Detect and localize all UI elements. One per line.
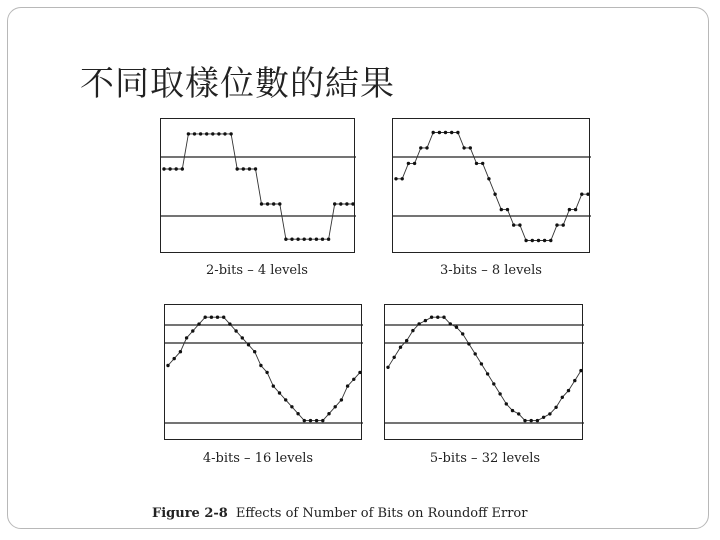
sample-point — [555, 223, 558, 226]
sample-point — [321, 238, 324, 241]
sample-point — [223, 132, 226, 135]
sample-point — [456, 131, 459, 134]
sample-point — [548, 412, 551, 415]
sample-point — [265, 371, 268, 374]
sample-point — [216, 316, 219, 319]
figure-caption — [152, 506, 527, 521]
sample-point — [413, 162, 416, 165]
sample-point — [543, 239, 546, 242]
figure-text: Effects of Number of Bits on Roundoff Error — [235, 506, 528, 521]
sample-point — [266, 202, 269, 205]
sample-point — [228, 322, 231, 325]
sample-point — [187, 132, 190, 135]
sample-point — [562, 223, 565, 226]
sample-point — [486, 372, 489, 375]
sample-point — [549, 239, 552, 242]
sample-point — [197, 322, 200, 325]
sample-point — [394, 177, 397, 180]
sample-point — [537, 239, 540, 242]
sample-point — [436, 316, 439, 319]
sample-point — [339, 202, 342, 205]
sample-point — [393, 356, 396, 359]
sample-point — [573, 379, 576, 382]
sample-point — [505, 402, 508, 405]
sample-point — [296, 238, 299, 241]
sample-point — [327, 412, 330, 415]
sample-point — [417, 322, 420, 325]
sample-point — [241, 336, 244, 339]
sample-point — [260, 202, 263, 205]
waveform-svg — [393, 119, 591, 254]
sample-point — [166, 364, 169, 367]
sample-point — [309, 238, 312, 241]
sample-point — [554, 406, 557, 409]
sample-point — [351, 202, 354, 205]
sample-point — [474, 352, 477, 355]
sample-point — [210, 316, 213, 319]
plot-3-bits — [392, 118, 590, 253]
sample-point — [205, 132, 208, 135]
sample-point — [574, 208, 577, 211]
sample-point — [430, 316, 433, 319]
sample-point — [242, 167, 245, 170]
sample-point — [467, 342, 470, 345]
sample-point — [536, 419, 539, 422]
sample-point — [487, 177, 490, 180]
sample-point — [290, 238, 293, 241]
sample-point — [352, 378, 355, 381]
sample-point — [204, 316, 207, 319]
waveform-svg — [385, 305, 584, 441]
caption-2-bits: 2-bits – 4 levels — [206, 263, 308, 278]
sample-point — [481, 162, 484, 165]
sample-point — [303, 419, 306, 422]
sample-point — [358, 371, 361, 374]
sample-point — [506, 208, 509, 211]
sample-point — [327, 238, 330, 241]
sample-point — [523, 419, 526, 422]
sample-point — [253, 350, 256, 353]
waveform-line — [396, 133, 588, 241]
sample-point — [498, 392, 501, 395]
sample-point — [284, 238, 287, 241]
sample-point — [217, 132, 220, 135]
sample-point — [517, 412, 520, 415]
sample-point — [345, 202, 348, 205]
sample-point — [229, 132, 232, 135]
slide-title: 不同取樣位數的結果 — [80, 64, 395, 104]
sample-point — [236, 167, 239, 170]
sample-point — [278, 202, 281, 205]
sample-point — [179, 350, 182, 353]
sample-point — [531, 239, 534, 242]
waveform-line — [388, 317, 581, 420]
plot-5-bits — [384, 304, 583, 440]
sample-point — [193, 132, 196, 135]
sample-point — [493, 193, 496, 196]
sample-point — [580, 193, 583, 196]
waveform-line — [168, 317, 360, 420]
sample-point — [405, 339, 408, 342]
sample-point — [586, 193, 589, 196]
sample-point — [542, 416, 545, 419]
caption-5-bits: 5-bits – 32 levels — [429, 451, 541, 466]
sample-point — [162, 167, 165, 170]
sample-point — [425, 146, 428, 149]
sample-point — [419, 146, 422, 149]
sample-point — [168, 167, 171, 170]
sample-point — [411, 329, 414, 332]
sample-point — [424, 319, 427, 322]
sample-point — [290, 405, 293, 408]
sample-point — [561, 396, 564, 399]
figure-label: Figure 2-8 — [152, 506, 228, 521]
sample-point — [475, 162, 478, 165]
sample-point — [333, 202, 336, 205]
sample-point — [247, 343, 250, 346]
caption-4-bits: 4-bits – 16 levels — [202, 451, 314, 466]
sample-point — [524, 239, 527, 242]
waveform-svg — [161, 119, 356, 254]
sample-point — [512, 223, 515, 226]
sample-point — [181, 167, 184, 170]
sample-point — [340, 398, 343, 401]
sample-point — [278, 391, 281, 394]
sample-point — [399, 346, 402, 349]
sample-point — [444, 131, 447, 134]
sample-point — [309, 419, 312, 422]
sample-point — [518, 223, 521, 226]
sample-point — [222, 316, 225, 319]
sample-point — [211, 132, 214, 135]
sample-point — [272, 384, 275, 387]
sample-point — [254, 167, 257, 170]
sample-point — [500, 208, 503, 211]
sample-point — [432, 131, 435, 134]
sample-point — [284, 398, 287, 401]
sample-point — [567, 389, 570, 392]
sample-point — [321, 419, 324, 422]
sample-point — [234, 329, 237, 332]
sample-point — [175, 167, 178, 170]
sample-point — [303, 238, 306, 241]
plot-4-bits — [164, 304, 362, 440]
waveform-line — [164, 134, 353, 239]
sample-point — [248, 167, 251, 170]
sample-point — [469, 146, 472, 149]
sample-point — [480, 362, 483, 365]
sample-point — [346, 384, 349, 387]
sample-point — [401, 177, 404, 180]
sample-point — [462, 146, 465, 149]
sample-point — [272, 202, 275, 205]
sample-point — [315, 419, 318, 422]
sample-point — [199, 132, 202, 135]
sample-point — [461, 332, 464, 335]
sample-point — [334, 405, 337, 408]
sample-point — [386, 366, 389, 369]
sample-point — [191, 329, 194, 332]
sample-point — [407, 162, 410, 165]
sample-point — [449, 322, 452, 325]
sample-point — [442, 316, 445, 319]
sample-point — [530, 419, 533, 422]
waveform-svg — [165, 305, 363, 441]
sample-point — [492, 382, 495, 385]
sample-point — [185, 336, 188, 339]
plot-2-bits — [160, 118, 355, 253]
sample-point — [173, 357, 176, 360]
sample-point — [296, 412, 299, 415]
sample-point — [315, 238, 318, 241]
sample-point — [511, 409, 514, 412]
sample-point — [450, 131, 453, 134]
sample-point — [568, 208, 571, 211]
sample-point — [579, 369, 582, 372]
sample-point — [438, 131, 441, 134]
sample-point — [259, 364, 262, 367]
caption-3-bits: 3-bits – 8 levels — [440, 263, 542, 278]
sample-point — [455, 326, 458, 329]
